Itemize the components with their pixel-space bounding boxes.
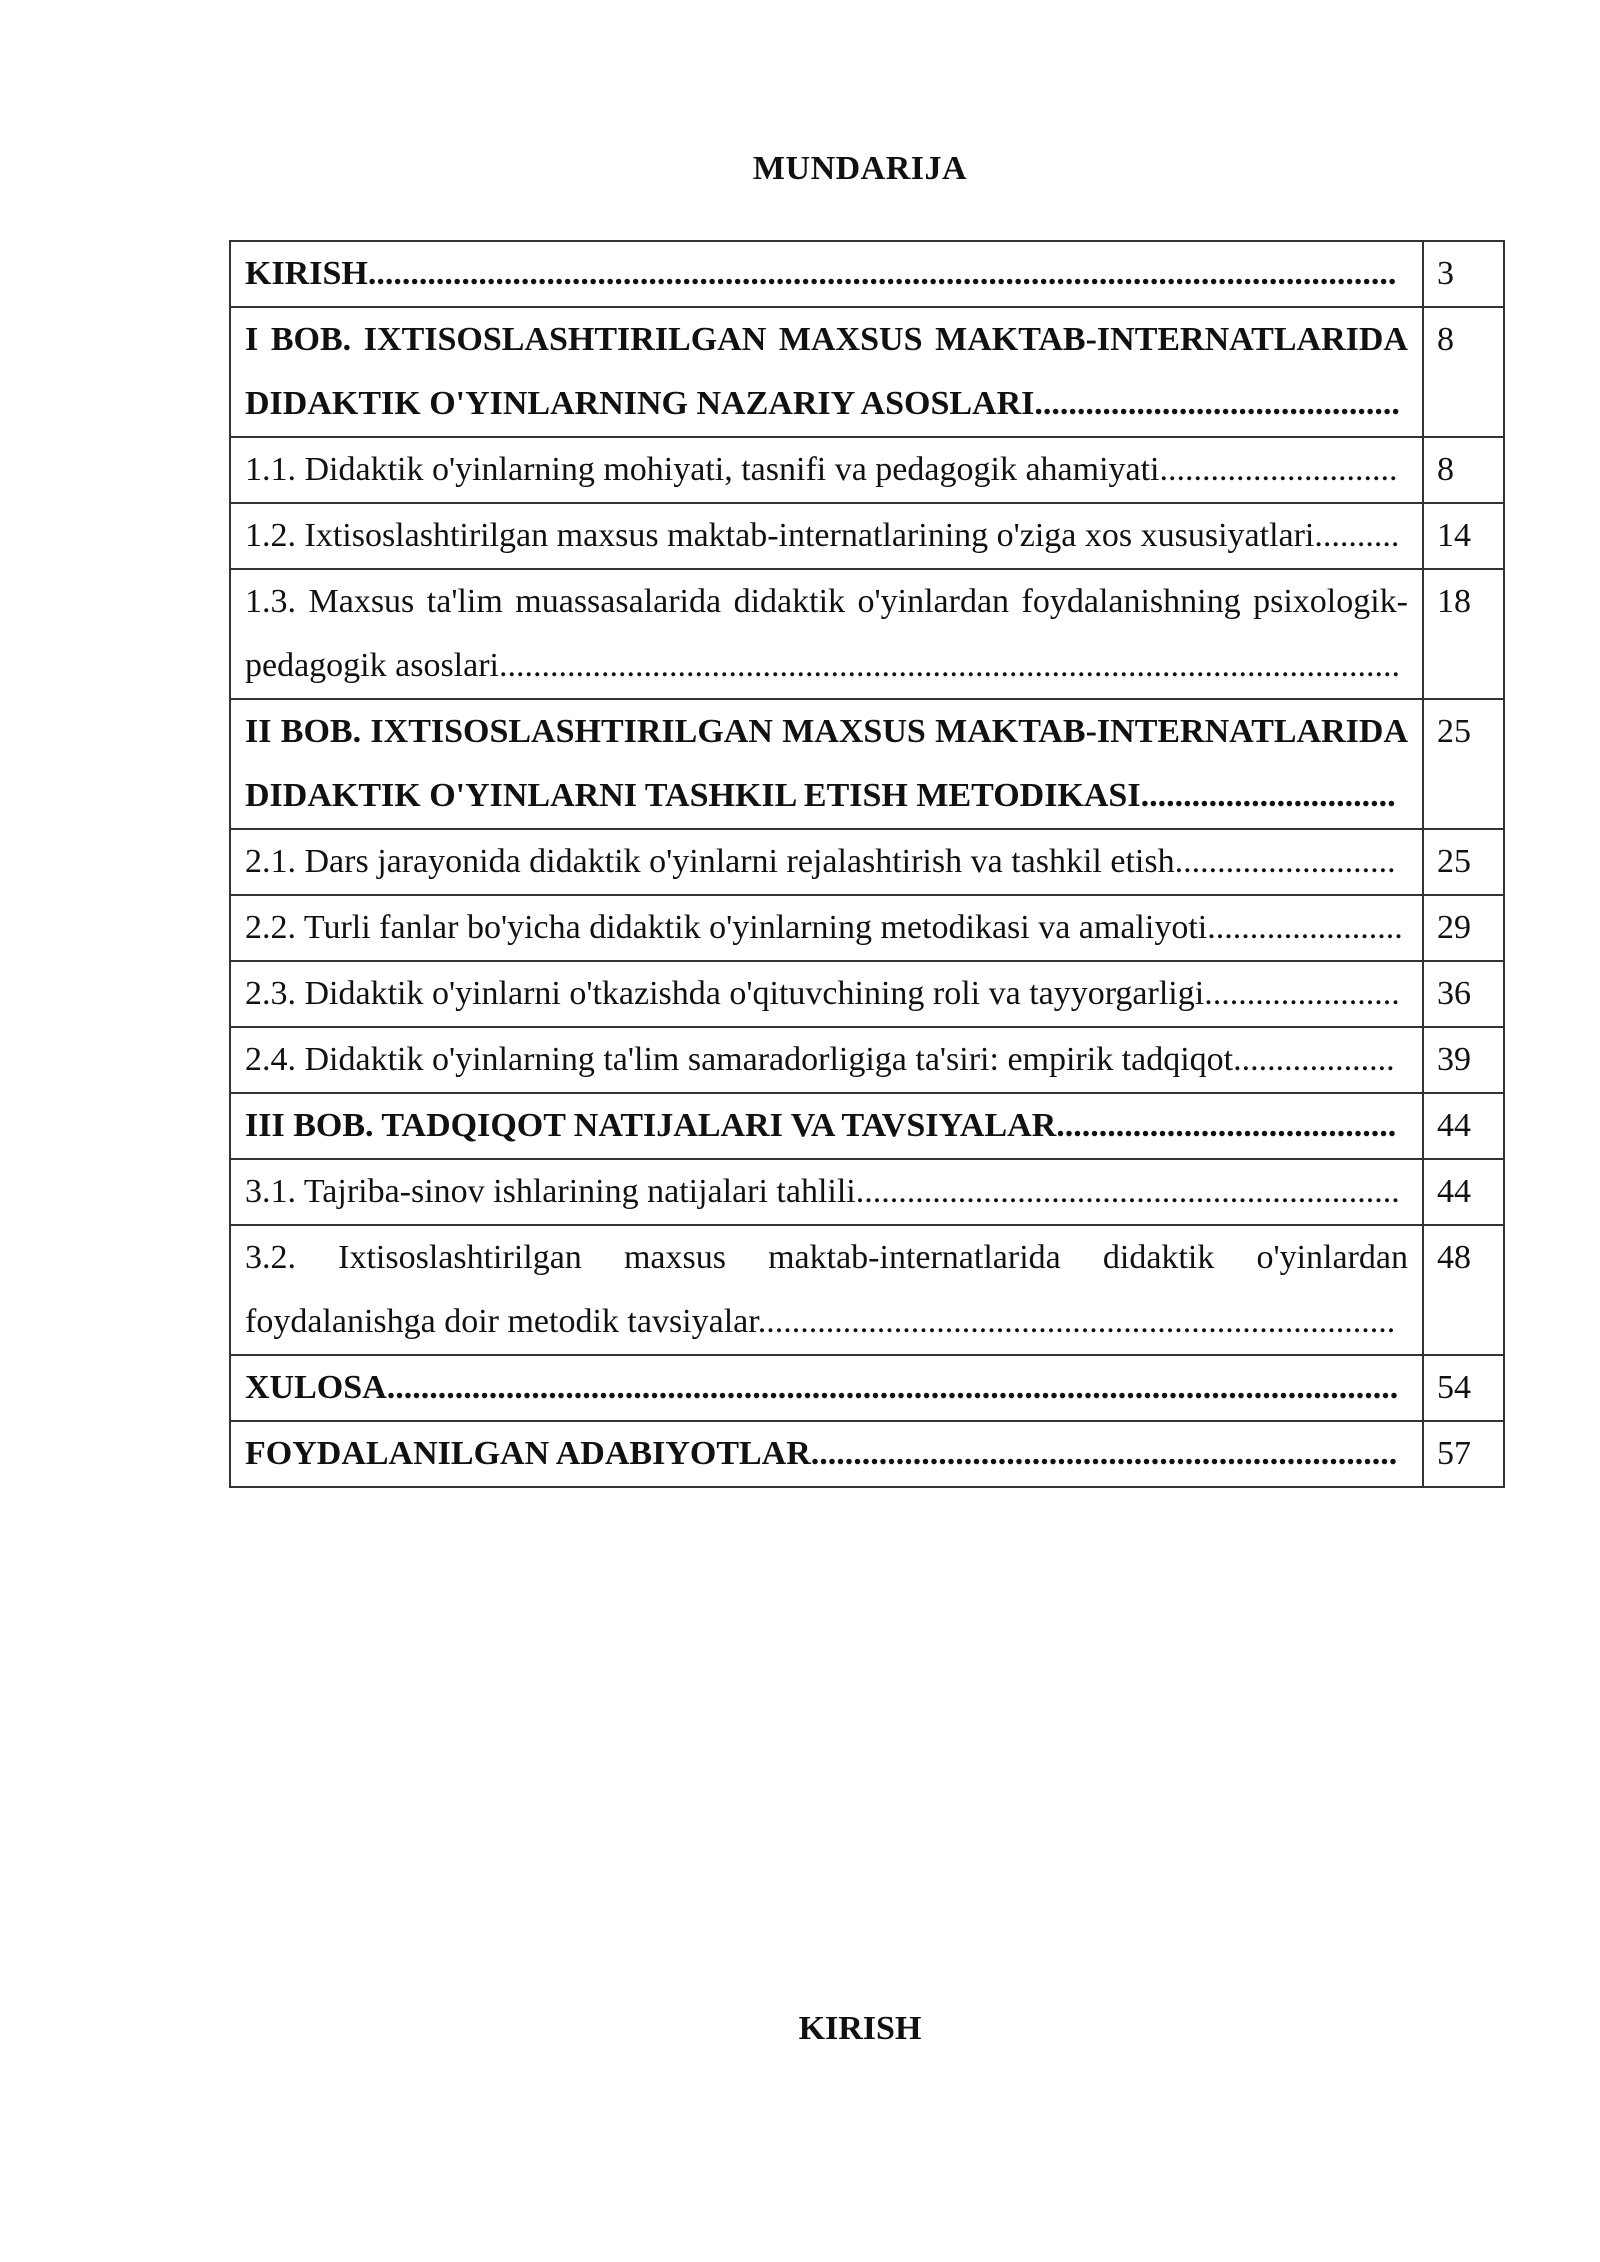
toc-entry[interactable] [230, 1159, 1423, 1225]
dot-leader: ................................................................ [855, 1173, 1400, 1210]
toc-entry-text: 1.1. Didaktik o'yinlarning mohiyati, tasnifi va pedagogik ahamiyati [245, 451, 1160, 488]
toc-entry[interactable] [230, 1225, 1423, 1355]
toc-row [230, 503, 1504, 569]
toc-entry[interactable] [230, 1355, 1423, 1421]
toc-row [230, 1159, 1504, 1225]
toc-page-number: 54 [1423, 1355, 1504, 1421]
toc-row [230, 699, 1504, 829]
toc-row [230, 241, 1504, 307]
toc-page-number: 44 [1423, 1159, 1504, 1225]
toc-page-number: 18 [1423, 569, 1504, 699]
toc-row [230, 1355, 1504, 1421]
toc-page-number: 3 [1423, 241, 1504, 307]
toc-entry[interactable] [230, 241, 1423, 307]
toc-entry-text: 2.3. Didaktik o'yinlarni o'tkazishda o'qituvchining roli va tayyorgarligi [245, 975, 1205, 1012]
dot-leader: ........................................................................... [757, 1303, 1396, 1340]
toc-row [230, 961, 1504, 1027]
toc-body [230, 241, 1504, 1487]
toc-entry-text: 3.1. Tajriba-sinov ishlarining natijalari tahlili [245, 1173, 856, 1210]
dot-leader: ............................ [1159, 451, 1398, 488]
toc-entry[interactable] [230, 829, 1423, 895]
toc-entry-text: 3.2. Ixtisoslashtirilgan maxsus maktab-internatlarida didaktik o'yinlardan foydalanishga doir metodik tavsiyalar [245, 1239, 1408, 1340]
toc-page-number: 36 [1423, 961, 1504, 1027]
toc-row [230, 895, 1504, 961]
toc-entry-text: 2.2. Turli fanlar bo'yicha didaktik o'yinlarning metodikasi va amaliyoti [245, 909, 1208, 946]
dot-leader: ......................................................................................................................... [367, 255, 1397, 292]
toc-entry[interactable] [230, 503, 1423, 569]
toc-page-number: 25 [1423, 829, 1504, 895]
toc-entry[interactable] [230, 307, 1423, 437]
dot-leader: ....................... [1207, 909, 1403, 946]
toc-entry[interactable] [230, 961, 1423, 1027]
toc-entry-text: III BOB. TADQIQOT NATIJALARI VA TAVSIYALAR [245, 1107, 1057, 1144]
dot-leader: .......................................................................................................... [499, 647, 1400, 684]
dot-leader: ................... [1233, 1041, 1395, 1078]
toc-row [230, 1027, 1504, 1093]
toc-page-number: 8 [1423, 307, 1504, 437]
toc-entry[interactable] [230, 1421, 1423, 1487]
toc-entry[interactable] [230, 699, 1423, 829]
toc-page-number: 57 [1423, 1421, 1504, 1487]
toc-row [230, 1225, 1504, 1355]
toc-page-number: 48 [1423, 1225, 1504, 1355]
toc-entry-text: 2.1. Dars jarayonida didaktik o'yinlarni rejalashtirish va tashkil etish [245, 843, 1175, 880]
toc-page-number: 14 [1423, 503, 1504, 569]
toc-entry-text: 1.2. Ixtisoslashtirilgan maxsus maktab-internatlarining o'ziga xos xususiyatlari [245, 517, 1315, 554]
dot-leader: ........................................ [1056, 1107, 1397, 1144]
toc-entry-text: 1.3. Maxsus ta'lim muassasalarida didaktik o'yinlardan foydalanishning psixologik-pedagogik asoslari [245, 583, 1408, 684]
toc-entry-text: KIRISH [245, 255, 368, 292]
toc-row [230, 1421, 1504, 1487]
toc-entry-text: II BOB. IXTISOSLASHTIRILGAN MAXSUS MAKTAB-INTERNATLARIDA DIDAKTIK O'YINLARNI TASHKIL ETISH METODIKASI [245, 713, 1408, 814]
toc-row [230, 1093, 1504, 1159]
dot-leader: ........................................... [1034, 385, 1400, 422]
toc-entry-text: FOYDALANILGAN ADABIYOTLAR [245, 1435, 811, 1472]
toc-title: MUNDARIJA [752, 150, 968, 187]
toc-entry[interactable] [230, 437, 1423, 503]
dot-leader: .......................... [1174, 843, 1396, 880]
dot-leader: .............................. [1140, 777, 1396, 814]
dot-leader: ....................................................................................................................... [386, 1369, 1399, 1406]
toc-row [230, 437, 1504, 503]
dot-leader: ....................... [1204, 975, 1400, 1012]
toc-page-number: 8 [1423, 437, 1504, 503]
toc-entry-text: I BOB. IXTISOSLASHTIRILGAN MAXSUS MAKTAB-INTERNATLARIDA DIDAKTIK O'YINLARNING NAZARIY ASOSLARI [245, 321, 1408, 422]
toc-page-number: 25 [1423, 699, 1504, 829]
section-heading: KIRISH [798, 2010, 922, 2047]
dot-leader: .......... [1314, 517, 1400, 554]
table-of-contents [229, 240, 1505, 1488]
toc-row [230, 307, 1504, 437]
toc-page-number: 29 [1423, 895, 1504, 961]
toc-entry[interactable] [230, 1027, 1423, 1093]
toc-entry-text: 2.4. Didaktik o'yinlarning ta'lim samaradorligiga ta'siri: empirik tadqiqot [245, 1041, 1234, 1078]
toc-row [230, 829, 1504, 895]
dot-leader: ..................................................................... [810, 1435, 1398, 1472]
toc-entry[interactable] [230, 569, 1423, 699]
toc-page-number: 39 [1423, 1027, 1504, 1093]
toc-entry[interactable] [230, 895, 1423, 961]
toc-row [230, 569, 1504, 699]
toc-page-number: 44 [1423, 1093, 1504, 1159]
toc-entry-text: XULOSA [245, 1369, 387, 1406]
toc-entry[interactable] [230, 1093, 1423, 1159]
